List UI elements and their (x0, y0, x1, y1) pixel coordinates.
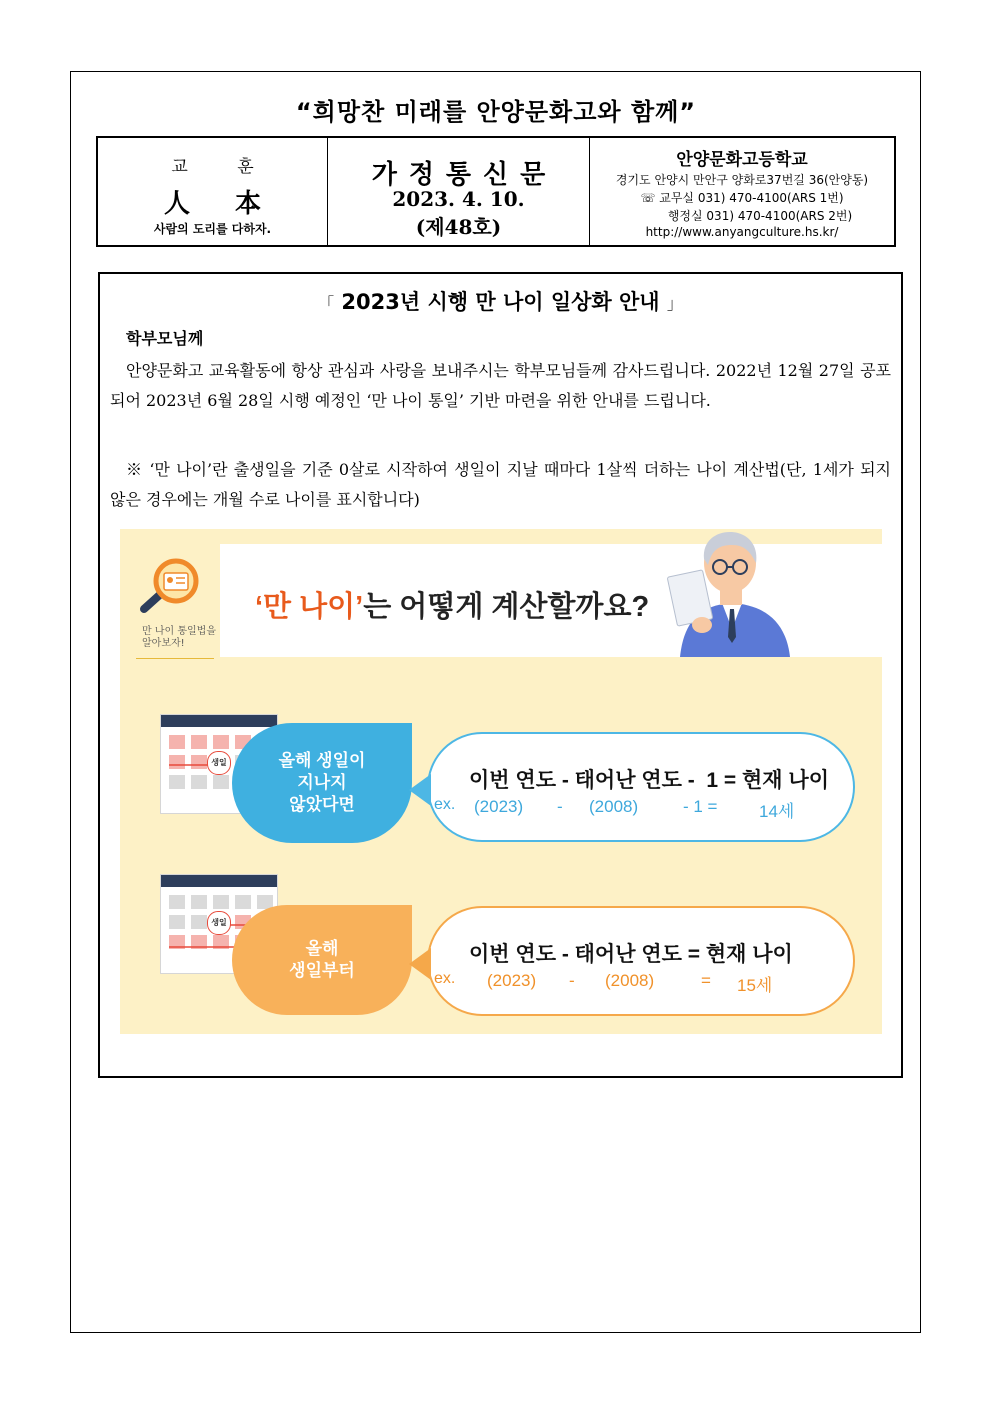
case2-condition-bubble (232, 905, 412, 1015)
case1-formula-pill (427, 732, 855, 842)
motto-sub: 사람의 도리를 다하자. (153, 222, 272, 236)
school-motto-banner: “희망찬 미래를 안양문화고와 함께” (295, 98, 697, 126)
caption-underline (136, 658, 214, 659)
case2-ex-label: ex. (434, 970, 456, 987)
heading-rest: 는 어떻게 계산할까요? (363, 591, 650, 623)
school-info-cell (590, 138, 894, 245)
infographic-heading (255, 584, 649, 625)
case2-ex-year: (2023) (487, 971, 537, 990)
notice-title (100, 286, 901, 316)
title-close-bracket: 」 (666, 294, 683, 313)
case1-ex-birth: (2008) (589, 797, 639, 816)
case2-formula: 이번 연도 - 태어난 연도 = 현재 나이 (469, 943, 793, 966)
case2-bubble-line2: 생일부터 (289, 961, 355, 980)
case1-ex-op: - 1 = (683, 797, 718, 816)
heading-highlight: ‘만 나이’ (255, 591, 364, 623)
birthday-badge: 생일 (207, 911, 231, 935)
case2-ex-birth: (2008) (605, 971, 655, 990)
notice-title-text: 2023년 시행 만 나이 일상화 안내 (341, 290, 660, 314)
case1-ex-result: 14세 (759, 802, 795, 821)
intro-paragraph: 안양문화고 교육활동에 항상 관심과 사랑을 보내주시는 학부모님들께 감사드립니다. 2022년 12월 27일 공포되어 2023년 6월 28일 시행 예정인 ‘만 나이 통일’ 기반 마련을 위한 안내를 드립니다. (110, 361, 891, 410)
greeting: 학부모님께 (126, 329, 204, 348)
case1-bubble-line1: 올해 생일이 (278, 751, 366, 770)
case1-ex-minus: - (557, 797, 563, 816)
case1-formula: 이번 연도 - 태어난 연도 - 1 = 현재 나이 (469, 769, 829, 792)
title-open-bracket: 「 (318, 294, 335, 313)
teacher-illustration (640, 529, 800, 657)
magnifier-icon (134, 557, 206, 617)
newsletter-date: 2023. 4. 10. (392, 187, 525, 211)
case1-bubble-line3: 않았다면 (289, 795, 355, 814)
case2-bubble-line1: 올해 (305, 939, 339, 958)
pill-pointer (409, 948, 431, 980)
case1-condition-bubble (232, 723, 412, 843)
calendar-header (161, 875, 277, 887)
infographic-caption-line2: 알아보자! (142, 638, 185, 649)
motto-label: 교 훈 (171, 157, 276, 177)
case2-ex-op: = (701, 971, 711, 990)
pill-pointer (409, 774, 431, 806)
school-website-link[interactable]: http://www.anyangculture.hs.kr/ (645, 225, 839, 239)
header-table (96, 136, 896, 247)
case1-ex-label: ex. (434, 796, 456, 813)
school-address: 경기도 안양시 만안구 양화로37번길 36(안양동) (615, 173, 869, 187)
case2-ex-minus: - (569, 971, 575, 990)
motto-cell (98, 138, 328, 245)
case2-formula-pill (427, 906, 855, 1016)
definition-paragraph: ※ ‘만 나이’란 출생일을 기준 0살로 시작하여 생일이 지날 때마다 1살씩 더하는 나이 계산법(단, 1세가 되지 않은 경우에는 개월 수로 나이를 표시합니다) (110, 460, 891, 509)
case1-bubble-line2: 지나지 (297, 773, 347, 792)
infographic-caption-line1: 만 나이 통일법을 (142, 626, 216, 637)
newsletter-title: 가정통신문 (371, 160, 558, 190)
school-phone-1: ☏ 교무실 031) 470-4100(ARS 1번) (640, 191, 844, 205)
notice-box (98, 272, 903, 1078)
motto-main: 人 本 (163, 189, 280, 219)
case1-ex-year: (2023) (474, 797, 524, 816)
age-calculation-infographic (120, 529, 882, 1034)
case2-ex-result: 15세 (737, 976, 773, 995)
newsletter-issue: (제48호) (415, 215, 502, 239)
birthday-badge: 생일 (207, 751, 231, 775)
newsletter-cell (328, 138, 590, 245)
calendar-header (161, 715, 277, 727)
school-name: 안양문화고등학교 (676, 150, 808, 170)
school-phone-2: 행정실 031) 470-4100(ARS 2번) (667, 209, 853, 223)
infographic-caption (142, 626, 216, 650)
